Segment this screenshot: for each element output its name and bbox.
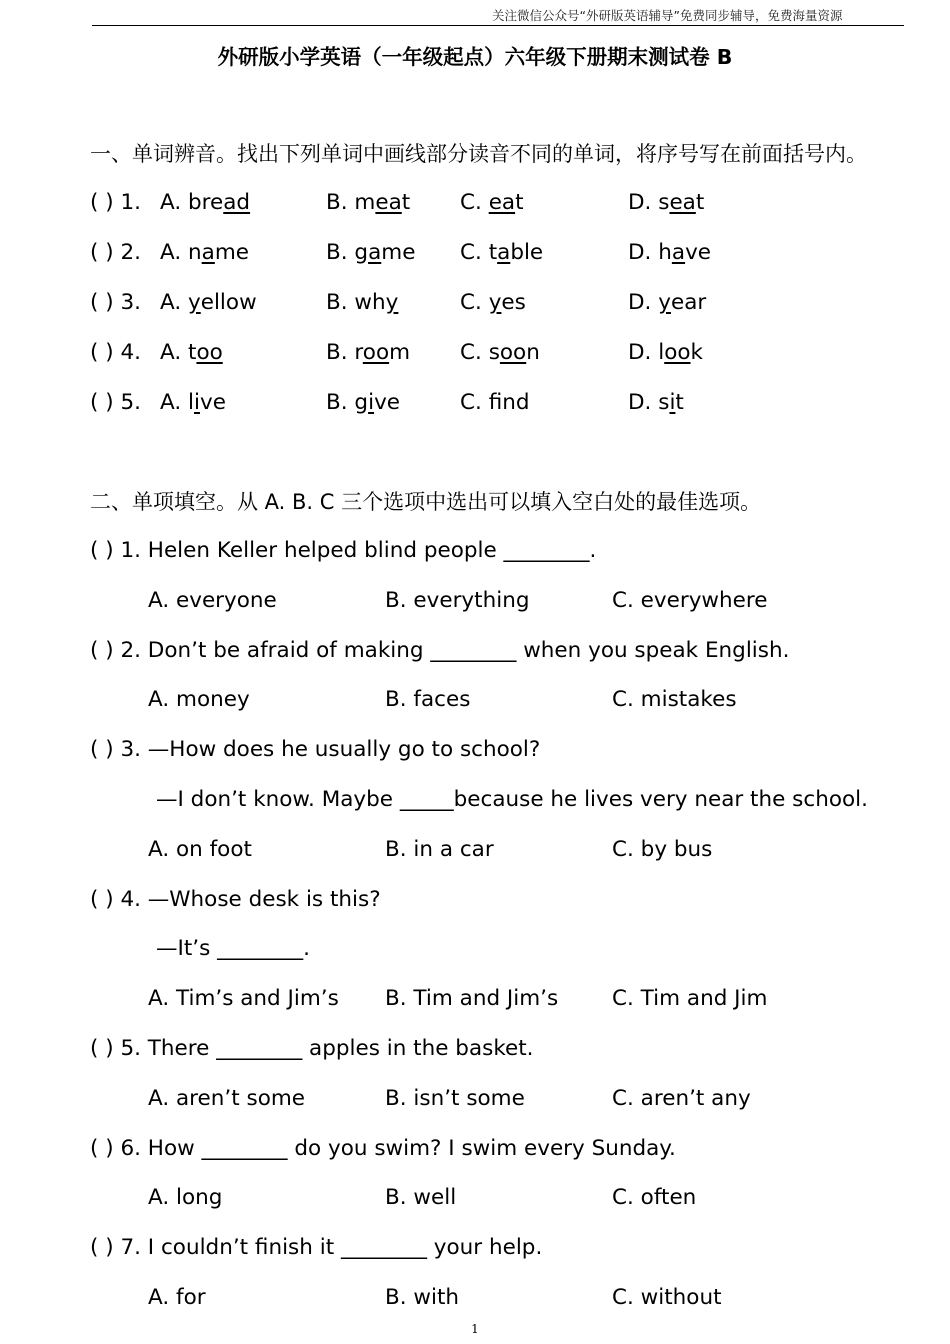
answer-option: C. aren’t any — [612, 1086, 751, 1111]
option-text: A. — [160, 290, 188, 315]
answer-option — [160, 188, 250, 218]
option-text: t — [515, 190, 524, 215]
answer-option — [628, 388, 684, 418]
option-text: s — [658, 390, 670, 415]
answer-option: B. isn’t some — [385, 1086, 525, 1111]
underlined-letters: i — [669, 390, 676, 415]
underlined-letters: i — [193, 390, 200, 415]
answer-option — [628, 288, 706, 318]
section1-heading: 一、单词辨音。找出下列单词中画线部分读音不同的单词，将序号写在前面括号内。 — [90, 142, 867, 166]
answer-option: A. for — [148, 1285, 206, 1310]
option-text: n — [526, 340, 540, 365]
option-text: ear — [670, 290, 707, 315]
option-text: t — [401, 190, 411, 215]
underlined-letters: ea — [669, 190, 696, 215]
answer-option: C. mistakes — [612, 687, 737, 712]
answer-option: B. with — [385, 1285, 460, 1310]
question-dialogue-line: —It’s ________. — [156, 936, 310, 961]
option-text: g — [354, 240, 369, 265]
option-text: me — [381, 240, 416, 265]
question-number: ( ) 5. — [90, 390, 141, 415]
option-text: bre — [188, 190, 224, 215]
answer-option: B. well — [385, 1185, 457, 1210]
option-text: t — [695, 190, 705, 215]
option-text: m — [389, 340, 411, 365]
answer-option — [160, 238, 249, 268]
answer-option: C. often — [612, 1185, 697, 1210]
section2-heading: 二、单项填空。从 A. B. C 三个选项中选出可以填入空白处的最佳选项。 — [90, 490, 762, 514]
option-text: t — [675, 390, 684, 415]
question-stem: ( ) 2. Don’t be afraid of making ________ when you speak English. — [90, 638, 790, 663]
option-text: C. — [460, 340, 489, 365]
answer-option — [628, 238, 711, 268]
answer-option — [160, 338, 223, 368]
option-text: C. — [460, 240, 489, 265]
underlined-letters: oo — [196, 340, 223, 365]
answer-option: C. without — [612, 1285, 722, 1310]
option-text: D. — [628, 290, 659, 315]
answer-option: C. by bus — [612, 837, 713, 862]
answer-option — [326, 188, 410, 218]
header-divider — [92, 25, 904, 26]
underlined-letters: a — [368, 240, 382, 265]
option-text: C. — [460, 390, 489, 415]
question-dialogue-line: —I don’t know. Maybe _____because he lives very near the school. — [156, 787, 868, 812]
underlined-letters: ea — [488, 190, 516, 215]
question-stem: ( ) 5. There ________ apples in the basket. — [90, 1036, 534, 1061]
underlined-letters: ad — [223, 190, 251, 215]
underlined-letters: a — [497, 240, 511, 265]
option-text: B. — [326, 390, 355, 415]
option-text: l — [188, 390, 194, 415]
answer-option: B. faces — [385, 687, 471, 712]
option-text: B. — [326, 340, 355, 365]
option-text: l — [658, 340, 665, 365]
answer-option — [160, 288, 257, 318]
option-text: ve — [199, 390, 226, 415]
option-text: wh — [354, 290, 386, 315]
question-stem: ( ) 1. Helen Keller helped blind people ________. — [90, 538, 597, 563]
option-text: t — [488, 240, 498, 265]
option-text: A. — [160, 240, 188, 265]
answer-option: B. everything — [385, 588, 530, 613]
option-text: t — [188, 340, 197, 365]
question-stem: ( ) 7. I couldn’t finish it ________ your help. — [90, 1235, 543, 1260]
answer-option: B. in a car — [385, 837, 494, 862]
option-text: k — [690, 340, 703, 365]
page-number: 1 — [471, 1322, 479, 1336]
option-text: D. — [628, 340, 659, 365]
answer-option: A. money — [148, 687, 250, 712]
answer-option — [326, 338, 410, 368]
option-text: C. — [460, 290, 489, 315]
option-text: A. — [160, 340, 188, 365]
question-number: ( ) 2. — [90, 240, 141, 265]
option-text: g — [354, 390, 369, 415]
question-number: ( ) 1. — [90, 190, 141, 215]
option-text: es — [501, 290, 526, 315]
option-text: A. — [160, 190, 188, 215]
answer-option — [326, 238, 415, 268]
option-text: m — [354, 190, 376, 215]
answer-option: C. everywhere — [612, 588, 768, 613]
underlined-letters: oo — [362, 340, 390, 365]
answer-option: A. everyone — [148, 588, 277, 613]
question-number: ( ) 4. — [90, 340, 141, 365]
option-text: s — [658, 190, 670, 215]
answer-option: A. on foot — [148, 837, 252, 862]
option-text: n — [188, 240, 202, 265]
answer-option: C. Tim and Jim — [612, 986, 768, 1011]
underlined-letters: a — [201, 240, 215, 265]
underlined-letters: a — [671, 240, 686, 265]
option-text: D. — [628, 190, 659, 215]
answer-option — [460, 338, 540, 368]
underlined-letters: i — [368, 390, 375, 415]
underlined-letters: y — [188, 290, 201, 315]
option-text: h — [658, 240, 672, 265]
option-text: B. — [326, 190, 355, 215]
underlined-letters: oo — [664, 340, 691, 365]
option-text: me — [214, 240, 249, 265]
option-text: s — [488, 340, 500, 365]
option-text: r — [354, 340, 363, 365]
option-text: ve — [685, 240, 712, 265]
answer-option: A. aren’t some — [148, 1086, 306, 1111]
option-text: A. — [160, 390, 188, 415]
answer-option — [326, 288, 398, 318]
answer-option: A. long — [148, 1185, 223, 1210]
answer-option — [160, 388, 226, 418]
answer-option — [628, 338, 703, 368]
question-stem: ( ) 6. How ________ do you swim? I swim every Sunday. — [90, 1136, 676, 1161]
option-text: B. — [326, 290, 355, 315]
option-text: C. — [460, 190, 489, 215]
option-text: ve — [374, 390, 401, 415]
underlined-letters: ea — [375, 190, 402, 215]
option-text: f — [488, 390, 503, 415]
question-stem: ( ) 3. —How does he usually go to school? — [90, 737, 541, 762]
underlined-letters: oo — [499, 340, 527, 365]
answer-option — [460, 188, 524, 218]
answer-option — [460, 238, 543, 268]
answer-option — [460, 388, 530, 418]
page-title: 外研版小学英语（一年级起点）六年级下册期末测试卷 B — [217, 45, 733, 69]
option-text: ble — [510, 240, 544, 265]
option-text: D. — [628, 390, 659, 415]
underlined-letters: y — [385, 290, 399, 315]
option-text: D. — [628, 240, 659, 265]
underlined-letters: y — [488, 290, 502, 315]
answer-option — [460, 288, 526, 318]
underlined-letters: y — [658, 290, 671, 315]
question-stem: ( ) 4. —Whose desk is this? — [90, 887, 381, 912]
answer-option: B. Tim and Jim’s — [385, 986, 559, 1011]
answer-option — [628, 188, 704, 218]
option-text: B. — [326, 240, 355, 265]
option-text: ellow — [200, 290, 257, 315]
answer-option — [326, 388, 400, 418]
answer-option: A. Tim’s and Jim’s — [148, 986, 339, 1011]
header-note: 关注微信公众号“外研版英语辅导”免费同步辅导，免费海量资源 — [492, 8, 843, 23]
question-number: ( ) 3. — [90, 290, 141, 315]
option-text: nd — [502, 390, 530, 415]
